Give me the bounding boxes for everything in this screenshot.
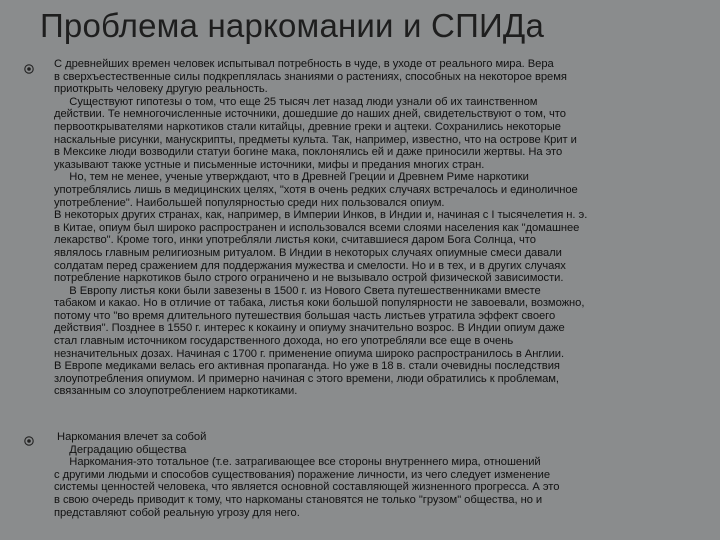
text-line: в Мексике люди возводили статуи богине мака, поклонялись ей и даже приносили жертвы. На это <box>54 146 563 159</box>
text-line: Наркомания-это тотальное (т.е. затрагивающее все стороны внутреннего мира, отношений <box>54 456 541 469</box>
circle-bullet-icon-svg <box>23 63 35 75</box>
text-line: Но, тем не менее, ученые утверждают, что в Древней Греции и Древнем Риме наркотики <box>54 171 529 184</box>
text-line: приоткрыть человеку другую реальность. <box>54 83 268 96</box>
text-line: употребление". Наибольшей популярностью среди них пользовался опиум. <box>54 196 445 209</box>
text-line: указывают также устные и письменные источники, мифы и предания многих стран. <box>54 158 485 171</box>
text-line: стал главным источником государственного дохода, но его употребляли все еще в очень <box>54 335 514 348</box>
text-line: с другими людьми и способов существования) поражение личности, из чего следует изменение <box>54 468 551 481</box>
text-line: первооткрывателями наркотиков стали китайцы, древние греки и ацтеки. Сохранились некоторые <box>54 120 561 133</box>
circle-bullet-icon <box>23 63 35 78</box>
text-line: лекарство". Кроме того, инки употребляли листья коки, считавшиеся даром Бога Солнца, что <box>54 234 536 247</box>
text-line: табаком и какао. Но в отличие от табака, листья коки большой популярности не завоевали, возможно, <box>54 297 585 310</box>
circle-bullet-icon <box>23 435 35 450</box>
circle-bullet-icon-svg <box>23 435 35 447</box>
text-line: действии. Те немногочисленные источники, дошедшие до наших дней, свидетельствуют о том, что <box>54 108 566 121</box>
text-line: Деградацию общества <box>54 443 187 456</box>
text-line: незначительных дозах. Начиная с 1700 г. применение опиума широко распространилось в Англии. <box>54 347 565 360</box>
text-line: действия". Позднее в 1550 г. интерес к кокаину и опиуму значительно возрос. В Индии опиум даже <box>54 322 565 335</box>
text-line: системы ценностей человека, что является основной составляющей жизненного прогресса. А это <box>54 481 560 494</box>
text-line: солдатам перед сражением для поддержания мужества и смелости. Но и в тех, и в других случаях <box>54 259 566 272</box>
text-line: В Европе медиками велась его активная пропаганда. Но уже в 18 в. стали очевидны последствия <box>54 360 560 373</box>
text-line: Существуют гипотезы о том, что еще 25 тысяч лет назад люди узнали об их таинственном <box>54 95 538 108</box>
text-line: В Европу листья коки были завезены в 1500 г. из Нового Света путешественниками вместе <box>54 284 541 297</box>
text-line: в свою очередь приводит к тому, что наркоманы становятся не только "грузом" общества, но и <box>54 493 543 506</box>
text-line: С древнейших времен человек испытывал потребность в чуде, в уходе от реального мира. Вера <box>54 58 554 70</box>
text-line: Наркомания влечет за собой <box>54 431 207 443</box>
text-line: потребление наркотиков было строго ограничено и не вызывало острой физической зависимости. <box>54 272 564 285</box>
text-line: связанным со злоупотреблением наркотиками. <box>54 385 298 398</box>
text-line: злоупотребления опиумом. И примерно начиная с этого времени, люди обратились к проблемам, <box>54 372 559 385</box>
text-line: В некоторых других странах, как, например, в Империи Инков, в Индии и, начиная с I тысячелетия н. э. <box>54 209 588 222</box>
text-line: употреблялись лишь в медицинских целях, "хотя в очень редких случаях встречалось и единоличное <box>54 183 578 196</box>
text-line: являлось главным религиозным ритуалом. В Индии в некоторых случаях опиумные смеси давали <box>54 246 562 259</box>
text-line: в Китае, опиум был широко распространен и использовался всеми слоями населения как "домашнее <box>54 221 580 234</box>
bullet-paragraph-history <box>54 58 700 398</box>
text-line: представляют собой реальную угрозу для него. <box>54 506 300 519</box>
bullet-paragraph-consequences <box>54 431 700 519</box>
slide-title: Проблема наркомании и СПИДа <box>40 7 545 44</box>
text-line: наскальные рисунки, манускрипты, предметы культа. Так, например, известно, что на острове Крит и <box>54 133 577 146</box>
text-line: потому что "во время длительного путешествия большая часть листьев утратила эффект своего <box>54 309 556 322</box>
text-line: в сверхъестественные силы подкреплялась знаниями о растениях, способных на некоторое время <box>54 70 567 83</box>
